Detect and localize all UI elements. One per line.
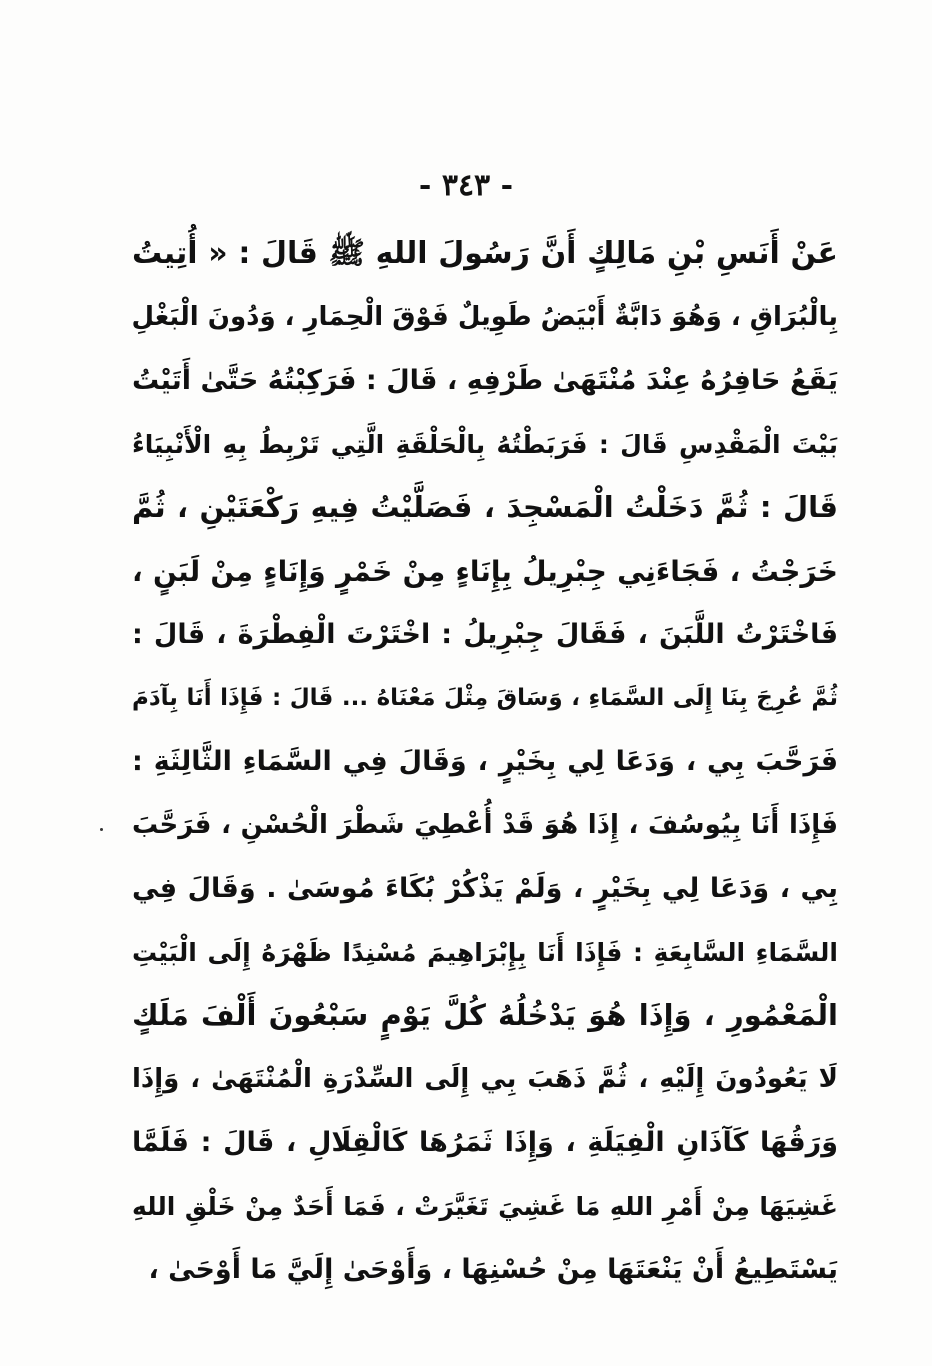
text-line: غَشِيَهَا مِنْ أَمْرِ اللهِ مَا غَشِيَ تَغَيَّرَتْ ، فَمَا أَحَدٌ مِنْ خَلْقِ اللهِ [132, 1191, 838, 1221]
text-line: الْمَعْمُورِ ، وَإِذَا هُوَ يَدْخُلُهُ كُلَّ يَوْمٍ سَبْعُونَ أَلْفَ مَلَكٍ [132, 998, 838, 1032]
text-line: خَرَجْتُ ، فَجَاءَنِي جِبْرِيلُ بِإِنَاءٍ مِنْ خَمْرٍ وَإِنَاءٍ مِنْ لَبَنٍ ، [132, 554, 838, 588]
text-line: فَإِذَا أَنَا بِيُوسُفَ ، إِذَا هُوَ قَدْ أُعْطِيَ شَطْرَ الْحُسْنِ ، فَرَحَّبَ [132, 809, 838, 840]
text-line: السَّمَاءِ السَّابِعَةِ : فَإِذَا أَنَا بِإِبْرَاهِيمَ مُسْنِدًا ظَهْرَهُ إِلَى الْبَيْتِ [132, 937, 838, 967]
text-line: عَنْ أَنَسِ بْنِ مَالِكٍ أَنَّ رَسُولَ اللهِ ﷺ قَالَ : « أُتِيتُ [132, 236, 838, 271]
text-line: وَرَقُهَا كَآذَانِ الْفِيَلَةِ ، وَإِذَا ثَمَرُهَا كَالْقِلَالِ ، قَالَ : فَلَمَّا [132, 1127, 838, 1158]
page-number: - ٣٤٣ - [418, 168, 514, 203]
text-line: فَاخْتَرْتُ اللَّبَنَ ، فَقَالَ جِبْرِيلُ : اخْتَرْتَ الْفِطْرَةَ ، قَالَ : [132, 619, 838, 650]
text-line: لَا يَعُودُونَ إِلَيْهِ ، ثُمَّ ذَهَبَ بِي إِلَى السِّدْرَةِ الْمُنْتَهَىٰ ، وَإِذَا [132, 1063, 838, 1094]
text-line: بَيْتَ الْمَقْدِسِ قَالَ : فَرَبَطْتُهُ بِالْحَلْقَةِ الَّتِي تَرْبِطُ بِهِ الْأَنْبِيَاءُ [132, 429, 838, 459]
text-line: بِالْبُرَاقِ ، وَهُوَ دَابَّةٌ أَبْيَضُ طَوِيلٌ فَوْقَ الْحِمَارِ ، وَدُونَ الْبَغْلِ [132, 301, 838, 332]
text-line: ثُمَّ عُرِجَ بِنَا إِلَى السَّمَاءِ ، وَسَاقَ مِثْلَ مَعْنَاهُ ... قَالَ : فَإِذَا أَنَا بِآدَمَ [132, 684, 838, 711]
text-line: يَقَعُ حَافِرُهُ عِنْدَ مُنْتَهَىٰ طَرْفِهِ ، قَالَ : فَرَكِبْتُهُ حَتَّىٰ أَتَيْتُ [132, 365, 838, 396]
text-line: فَرَحَّبَ بِي ، وَدَعَا لِي بِخَيْرٍ ، وَقَالَ فِي السَّمَاءِ الثَّالِثَةِ : [132, 746, 838, 777]
scan-speck [100, 828, 103, 831]
hadith-text [132, 222, 838, 1302]
text-line: قَالَ : ثُمَّ دَخَلْتُ الْمَسْجِدَ ، فَصَلَّيْتُ فِيهِ رَكْعَتَيْنِ ، ثُمَّ [132, 490, 838, 524]
text-line: بِي ، وَدَعَا لِي بِخَيْرٍ ، وَلَمْ يَذْكُرْ بُكَاءَ مُوسَىٰ . وَقَالَ فِي [132, 873, 838, 904]
text-line: يَسْتَطِيعُ أَنْ يَنْعَتَهَا مِنْ حُسْنِهَا ، وَأَوْحَىٰ إِلَيَّ مَا أَوْحَىٰ ، [148, 1254, 838, 1285]
